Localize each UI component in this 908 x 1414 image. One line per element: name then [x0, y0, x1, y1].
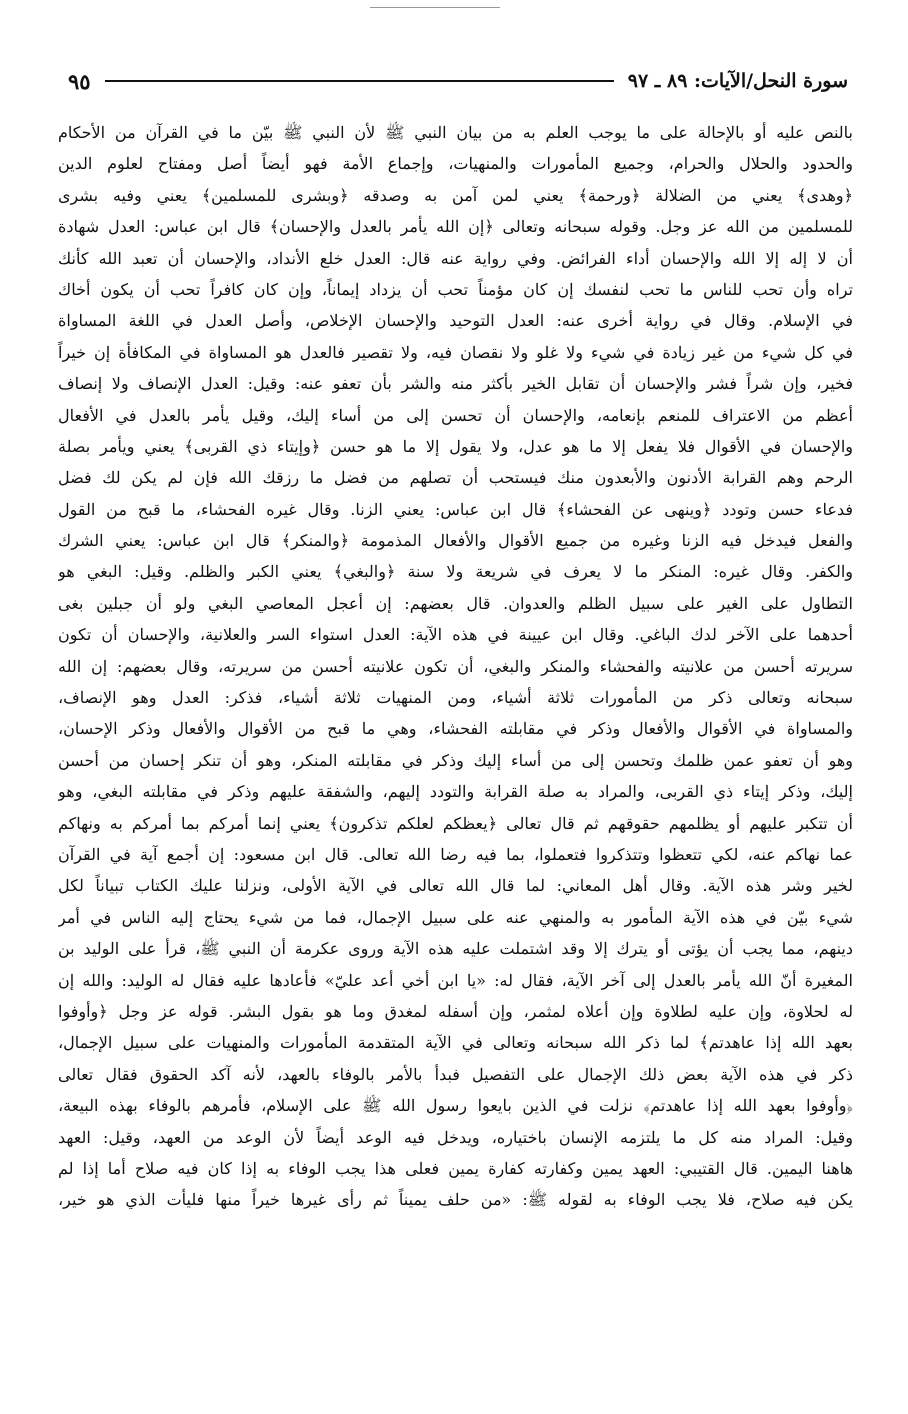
- text-line: بعهد الله إذا عاهدتم﴾ لما ذكر الله سبحانه وتعالى في الآية المتقدمة المأمورات والمنهيات على سبيل الإجمال،: [58, 1033, 853, 1053]
- text-line: في كل شيء من غير زيادة في شيء ولا غلو ولا نقصان فيه، ولا تقصير فالعدل هو المساواة في المكافأة إن خيراً: [58, 342, 853, 362]
- text-line: ذكر في هذه الآية بعض ذلك الإجمال على التفصيل فبدأ بالأمر بالوفاء بالعهد، لأنه آكد الحقوق فقال تعالى: [58, 1064, 853, 1084]
- text-line: له لحلاوة، وإن عليه لطلاوة وإن أعلاه لمثمر، وإن أسفله لمغدق وما هو بقول البشر. قوله عز وجل ﴿وأوفوا: [58, 1001, 853, 1021]
- text-line: إليك، وذكر إيتاء ذي القربى، والمراد به صلة القرابة والتودد إليهم، والشفقة عليهم وذكر في مقابلته البغي، وهو: [58, 782, 853, 802]
- text-line: بالنص عليه أو بالإحالة على ما يوجب العلم به من بيان النبي ﷺ لأن النبي ﷺ بيّن ما في القرآن من الأحكام: [58, 123, 853, 142]
- text-line: للمسلمين من الله عز وجل. وقوله سبحانه وتعالى ﴿إن الله يأمر بالعدل والإحسان﴾ قال ابن عباس: العدل شهادة: [58, 217, 853, 237]
- text-line: ﴿وأوفوا بعهد الله إذا عاهدتم﴾ نزلت في الذين بايعوا رسول الله ﷺ على الإسلام، فأمرهم بالوفاء بهذه البيعة،: [58, 1096, 853, 1116]
- text-line: والمساواة في الأقوال والأفعال وذكر في مقابلته الفحشاء، وهي ما قبح من الأقوال والأفعال وذكر الإحسان،: [58, 719, 853, 739]
- text-line: والحدود والحلال والحرام، وجميع المأمورات والمنهيات، وإجماع الأمة فهو أيضاً أصل ومفتاح لعلوم الدين: [58, 154, 853, 174]
- text-line: أن لا إله إلا الله والإحسان أداء الفرائض. وفي رواية عنه قال: العدل خلع الأنداد، والإحسان أن تعبد الله كأنك: [58, 248, 853, 268]
- text-line: ﴿وهدى﴾ يعني من الضلالة ﴿ورحمة﴾ يعني لمن آمن به وصدقه ﴿وبشرى للمسلمين﴾ يعني وفيه بشرى: [58, 185, 853, 205]
- body-text: [58, 117, 853, 1317]
- text-line: المغيرة أنّ الله يأمر بالعدل إلى آخر الآية، فقال له: «يا ابن أخي أعد عليّ» فأعادها عليه فقال له الوليد: والله إن: [58, 970, 853, 990]
- text-line: فدعاء حسن وتودد ﴿وينهى عن الفحشاء﴾ قال ابن عباس: يعني الزنا. وقال غيره الفحشاء، ما قبح من القول: [58, 499, 853, 519]
- text-line: فخير، وإن شراً فشر والإحسان أن تقابل الخير بأكثر منه والشر بأن تعفو عنه: وقيل: العدل الإنصاف ولا إنصاف: [58, 374, 853, 394]
- text-line: أن تتكبر عليهم أو يظلمهم حقوقهم ثم قال تعالى ﴿يعظكم لعلكم تذكرون﴾ يعني إنما أمركم بما أمركم به ونهاكم: [58, 813, 853, 833]
- text-line: وهو أن تعفو عمن ظلمك وتحسن إلى من أساء إليك وذكر في مقابلته المنكر، وهو أن تنكر إحسان من أحسن: [58, 750, 853, 770]
- text-line: وقيل: المراد منه كل ما يلتزمه الإنسان باختياره، ويدخل فيه الوعد أيضاً لأن الوعد من العهد، وقيل: العهد: [58, 1127, 853, 1147]
- text-line: يكن فيه صلاح، فلا يجب الوفاء به لقوله ﷺ: «من حلف يميناً ثم رأى غيرها خيراً منها فليأت الذي هو خير،: [58, 1190, 853, 1210]
- text-line: دينهم، مما يجب أن يؤتى أو يترك إلا وقد اشتملت عليه هذه الآية وروى عكرمة أن النبي ﷺ، قرأ على الوليد بن: [58, 939, 853, 959]
- text-line: شيء بيّن في هذه الآية المأمور به والمنهي عنه على سبيل الإجمال، فما من شيء يحتاج إليه الناس في أمر: [58, 907, 853, 927]
- text-line: في الإسلام. وقال في رواية أخرى عنه: العدل التوحيد والإحسان الإخلاص، وأصل العدل في اللغة المساواة: [58, 311, 853, 331]
- header-rule: [105, 80, 614, 82]
- text-line: هاهنا اليمين. قال القتيبي: العهد يمين وكفارته كفارة يمين فعلى هذا يجب الوفاء به إذا كان فيه صلاح أما إذا لم: [58, 1158, 853, 1178]
- text-line: لخير وشر هذه الآية. وقال أهل المعاني: لما قال الله تعالى في الآية الأولى، ونزلنا عليك الكتاب تبياناً لكل: [58, 876, 853, 896]
- text-line: تراه وأن تحب للناس ما تحب لنفسك إن كان مؤمناً تحب أن يزداد إيماناً، وإن كان كافراً تحب أن يكون أخاك: [58, 279, 853, 299]
- top-rule: [370, 7, 500, 8]
- text-line: سريرته أحسن من علانيته والفحشاء والمنكر والبغي، أن تكون علانيته أحسن من سريرته، وقال بعضهم: إن الله: [58, 656, 853, 676]
- text-line: والكفر. وقال غيره: المنكر ما لا يعرف في شريعة ولا سنة ﴿والبغي﴾ يعني الكبر والظلم. وقيل: البغي هو: [58, 562, 853, 582]
- text-line: التطاول على الغير على سبيل الظلم والعدوان. قال بعضهم: إن أعجل المعاصي البغي ولو أن جبلين بغى: [58, 593, 853, 613]
- text-line: أعظم من الاعتراف للمنعم بإنعامه، والإحسان أن تحسن إلى من أساء إليك، وقيل يأمر بالعدل في الأفعال: [58, 405, 853, 425]
- text-line: والفعل فيدخل فيه الزنا وغيره من جميع الأقوال والأفعال المذمومة ﴿والمنكر﴾ قال ابن عباس: يعني الشرك: [58, 531, 853, 551]
- page-header: [68, 66, 848, 96]
- page-number: ٩٥: [68, 68, 91, 94]
- running-title: سورة النحل/الآيات: ٨٩ ـ ٩٧: [627, 70, 848, 92]
- text-line: والإحسان في الأقوال فلا يفعل إلا ما هو عدل، ولا يقول إلا ما هو حسن ﴿وإيتاء ذي القربى﴾ يعني ويأمر بصلة: [58, 436, 853, 456]
- text-line: عما نهاكم عنه، لكي تتعظوا وتتذكروا فتعملوا، بما فيه رضا الله تعالى. قال ابن مسعود: إن أجمع آية في القرآن: [58, 844, 853, 864]
- text-line: سبحانه وتعالى ذكر من المأمورات ثلاثة أشياء، ومن المنهيات ثلاثة أشياء، فذكر: العدل وهو الإنصاف،: [58, 688, 853, 708]
- text-line: الرحم وهم القرابة الأدنون والأبعدون منك فيستحب أن تصلهم من فضل ما رزقك الله فإن لم يكن لك فضل: [58, 468, 853, 488]
- text-line: أحدهما على الآخر لدك الباغي. وقال ابن عيينة في هذه الآية: العدل استواء السر والعلانية، والإحسان أن تكون: [58, 625, 853, 645]
